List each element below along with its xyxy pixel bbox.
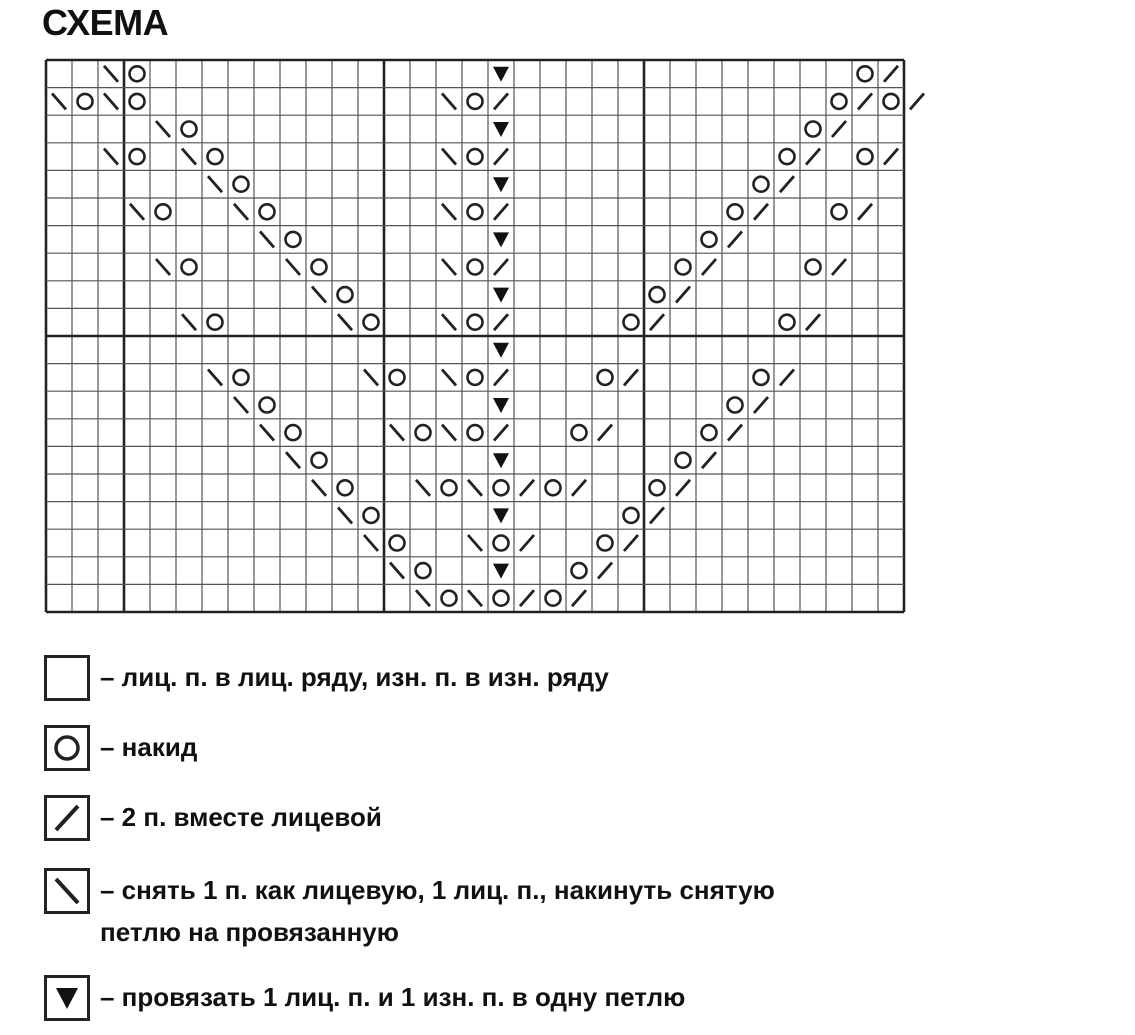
yarn-over-symbol (468, 425, 483, 440)
ssk-symbol (442, 314, 456, 330)
k2tog-symbol (624, 535, 638, 551)
ssk-symbol (442, 149, 456, 165)
ssk-symbol (260, 425, 274, 441)
chart-grid (46, 60, 904, 612)
k2tog-symbol (650, 507, 664, 523)
yarn-over-symbol (338, 287, 353, 302)
ssk-symbol (234, 204, 248, 220)
k2tog-symbol (754, 204, 768, 220)
ssk-symbol (338, 314, 352, 330)
ssk-symbol (182, 149, 196, 165)
yarn-over-symbol (702, 232, 717, 247)
legend-text-ssk-line2: петлю на провязанную (100, 917, 399, 947)
k2tog-symbol (702, 452, 716, 468)
ssk-symbol (130, 204, 144, 220)
yarn-over-symbol (832, 204, 847, 219)
yarn-over-symbol (676, 453, 691, 468)
legend-text-ssk-line1: – снять 1 п. как лицевую, 1 лиц. п., накинуть снятую (100, 875, 775, 905)
yarn-over-symbol (494, 536, 509, 551)
ssk-symbol (442, 425, 456, 441)
yarn-over-symbol (130, 149, 145, 164)
k1p1-symbol (493, 398, 509, 413)
k2tog-symbol (832, 259, 846, 275)
k2tog-symbol (728, 231, 742, 247)
k1p1-symbol (493, 232, 509, 247)
k2tog-symbol (702, 259, 716, 275)
ssk-symbol (468, 590, 482, 606)
k2tog-symbol (598, 425, 612, 441)
ssk-symbol (338, 507, 352, 523)
k2tog-symbol (572, 480, 586, 496)
yarn-over-symbol (468, 149, 483, 164)
k1p1-symbol (493, 453, 509, 468)
yarn-over-symbol (286, 425, 301, 440)
k2tog-symbol (494, 149, 508, 165)
k1p1-symbol (493, 508, 509, 523)
k2tog-symbol (884, 66, 898, 82)
k1p1-symbol (493, 288, 509, 303)
ssk-symbol (442, 369, 456, 385)
k1p1-symbol (493, 67, 509, 82)
ssk-symbol (390, 563, 404, 579)
yarn-over-symbol (754, 370, 769, 385)
yarn-over-symbol (780, 315, 795, 330)
yarn-over-symbol (78, 94, 93, 109)
legend-text-yarn-over: – накид (100, 732, 198, 762)
ssk-symbol (442, 204, 456, 220)
legend-text-ssk (100, 868, 775, 952)
yarn-over-symbol (598, 370, 613, 385)
backslash-icon (44, 868, 90, 914)
ssk-symbol (364, 535, 378, 551)
ssk-symbol (104, 93, 118, 109)
yarn-over-symbol (182, 260, 197, 275)
k2tog-symbol (910, 93, 924, 109)
yarn-over-symbol (546, 480, 561, 495)
k2tog-symbol (624, 369, 638, 385)
ssk-symbol (104, 149, 118, 165)
yarn-over-symbol (546, 591, 561, 606)
ssk-symbol (156, 121, 170, 137)
yarn-over-symbol (442, 591, 457, 606)
k2tog-symbol (754, 397, 768, 413)
legend-item-yarn-over (44, 725, 197, 771)
yarn-over-symbol (156, 204, 171, 219)
yarn-over-symbol (416, 563, 431, 578)
ssk-symbol (390, 425, 404, 441)
legend-text-k2tog: – 2 п. вместе лицевой (100, 802, 382, 832)
yarn-over-symbol (442, 480, 457, 495)
legend-item-k1p1 (44, 975, 685, 1021)
yarn-over-symbol (182, 122, 197, 137)
yarn-over-symbol (364, 315, 379, 330)
ssk-symbol (260, 231, 274, 247)
yarn-over-symbol (208, 315, 223, 330)
yarn-over-symbol (390, 536, 405, 551)
yarn-over-symbol (728, 398, 743, 413)
k2tog-symbol (884, 149, 898, 165)
k2tog-symbol (494, 425, 508, 441)
ssk-symbol (286, 452, 300, 468)
ssk-symbol (52, 93, 66, 109)
circle-icon (44, 725, 90, 771)
yarn-over-symbol (858, 66, 873, 81)
ssk-symbol (468, 480, 482, 496)
yarn-over-symbol (572, 425, 587, 440)
ssk-symbol (364, 369, 378, 385)
yarn-over-symbol (598, 536, 613, 551)
k2tog-symbol (650, 314, 664, 330)
yarn-over-symbol (390, 370, 405, 385)
ssk-symbol (442, 259, 456, 275)
yarn-over-symbol (884, 94, 899, 109)
ssk-symbol (468, 535, 482, 551)
yarn-over-symbol (624, 315, 639, 330)
k2tog-symbol (494, 93, 508, 109)
k2tog-symbol (494, 314, 508, 330)
yarn-over-symbol (338, 480, 353, 495)
yarn-over-symbol (130, 66, 145, 81)
yarn-over-symbol (286, 232, 301, 247)
k2tog-symbol (520, 480, 534, 496)
yarn-over-symbol (494, 591, 509, 606)
legend-item-knit (44, 655, 609, 701)
yarn-over-symbol (416, 425, 431, 440)
yarn-over-symbol (312, 260, 327, 275)
ssk-symbol (286, 259, 300, 275)
yarn-over-symbol (676, 260, 691, 275)
yarn-over-symbol (806, 122, 821, 137)
ssk-symbol (182, 314, 196, 330)
yarn-over-symbol (572, 563, 587, 578)
legend-text-k1p1: – провязать 1 лиц. п. и 1 изн. п. в одну петлю (100, 982, 686, 1012)
k2tog-symbol (494, 259, 508, 275)
legend-text-knit: – лиц. п. в лиц. ряду, изн. п. в изн. ряду (100, 662, 609, 692)
k2tog-symbol (806, 149, 820, 165)
yarn-over-symbol (234, 177, 249, 192)
ssk-symbol (208, 176, 222, 192)
k2tog-symbol (780, 369, 794, 385)
yarn-over-symbol (234, 370, 249, 385)
yarn-over-symbol (494, 480, 509, 495)
k2tog-symbol (676, 480, 690, 496)
k1p1-symbol (493, 177, 509, 192)
yarn-over-symbol (312, 453, 327, 468)
k2tog-symbol (676, 287, 690, 303)
k2tog-symbol (494, 369, 508, 385)
ssk-symbol (208, 369, 222, 385)
yarn-over-symbol (468, 370, 483, 385)
ssk-symbol (234, 397, 248, 413)
k2tog-symbol (858, 204, 872, 220)
yarn-over-symbol (468, 204, 483, 219)
yarn-over-symbol (624, 508, 639, 523)
yarn-over-symbol (130, 94, 145, 109)
yarn-over-symbol (650, 287, 665, 302)
k2tog-symbol (832, 121, 846, 137)
down-triangle-icon (44, 975, 90, 1021)
ssk-symbol (312, 480, 326, 496)
ssk-symbol (416, 590, 430, 606)
yarn-over-symbol (858, 149, 873, 164)
yarn-over-symbol (728, 204, 743, 219)
k1p1-symbol (493, 564, 509, 579)
k1p1-symbol (493, 122, 509, 137)
page-title: СХЕМА (42, 2, 169, 43)
yarn-over-symbol (806, 260, 821, 275)
yarn-over-symbol (260, 398, 275, 413)
yarn-over-symbol (468, 260, 483, 275)
empty-square-icon (44, 655, 90, 701)
yarn-over-symbol (208, 149, 223, 164)
ssk-symbol (416, 480, 430, 496)
k1p1-symbol (493, 343, 509, 358)
yarn-over-symbol (780, 149, 795, 164)
ssk-symbol (312, 287, 326, 303)
legend-item-ssk (44, 868, 775, 952)
k2tog-symbol (572, 590, 586, 606)
legend-item-k2tog (44, 795, 382, 841)
yarn-over-symbol (702, 425, 717, 440)
yarn-over-symbol (364, 508, 379, 523)
yarn-over-symbol (754, 177, 769, 192)
k2tog-symbol (806, 314, 820, 330)
yarn-over-symbol (260, 204, 275, 219)
yarn-over-symbol (468, 94, 483, 109)
k2tog-symbol (780, 176, 794, 192)
k2tog-symbol (520, 590, 534, 606)
k2tog-symbol (598, 563, 612, 579)
k2tog-symbol (728, 425, 742, 441)
yarn-over-symbol (650, 480, 665, 495)
ssk-symbol (442, 93, 456, 109)
ssk-symbol (104, 66, 118, 82)
forward-slash-icon (44, 795, 90, 841)
k2tog-symbol (494, 204, 508, 220)
k2tog-symbol (858, 93, 872, 109)
yarn-over-symbol (832, 94, 847, 109)
yarn-over-symbol (468, 315, 483, 330)
k2tog-symbol (520, 535, 534, 551)
ssk-symbol (156, 259, 170, 275)
